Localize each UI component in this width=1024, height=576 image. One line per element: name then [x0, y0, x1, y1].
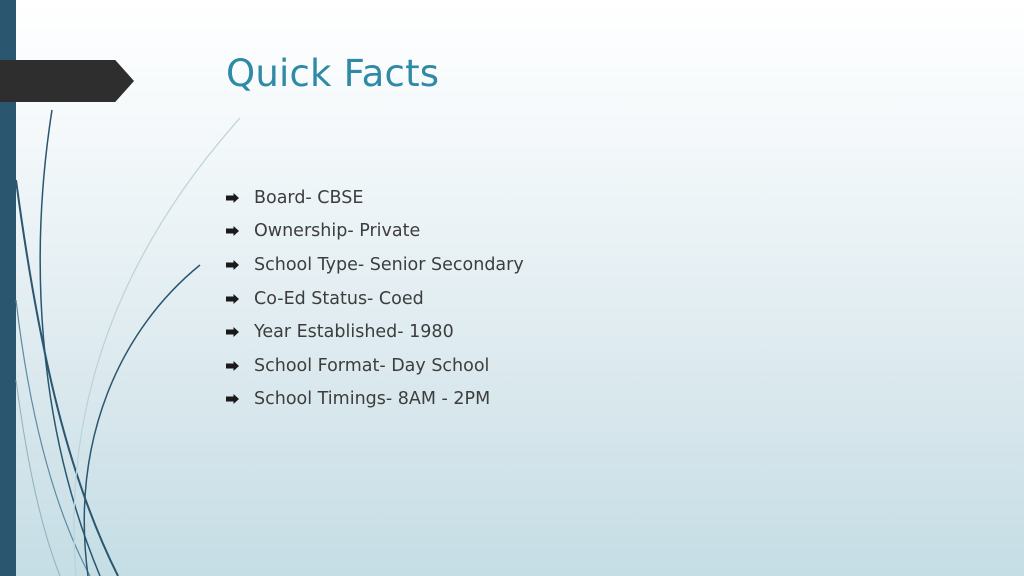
slide-title: Quick Facts — [226, 52, 440, 95]
bullet-list — [226, 181, 524, 416]
list-item-text: School Timings- 8AM - 2PM — [254, 389, 491, 410]
arrow-bullet-icon — [226, 260, 239, 270]
arrow-bullet-icon — [226, 226, 239, 236]
arrow-bullet-icon — [226, 294, 239, 304]
title-arrow-shape — [0, 60, 134, 102]
list-item — [226, 315, 524, 349]
list-item — [226, 181, 524, 215]
list-item-text: Board- CBSE — [254, 187, 364, 208]
list-item-text: Co-Ed Status- Coed — [254, 288, 424, 309]
arrow-bullet-icon — [226, 327, 239, 337]
arrow-bullet-icon — [226, 361, 239, 371]
arrow-bullet-icon — [226, 193, 239, 203]
list-item — [226, 349, 524, 383]
arrow-bullet-icon — [226, 394, 239, 404]
list-item-text: School Format- Day School — [254, 355, 490, 376]
list-item — [226, 215, 524, 249]
list-item-text: Year Established- 1980 — [254, 322, 454, 343]
list-item-text: Ownership- Private — [254, 221, 421, 242]
list-item — [226, 282, 524, 316]
list-item — [226, 248, 524, 282]
list-item — [226, 383, 524, 417]
list-item-text: School Type- Senior Secondary — [254, 254, 524, 275]
